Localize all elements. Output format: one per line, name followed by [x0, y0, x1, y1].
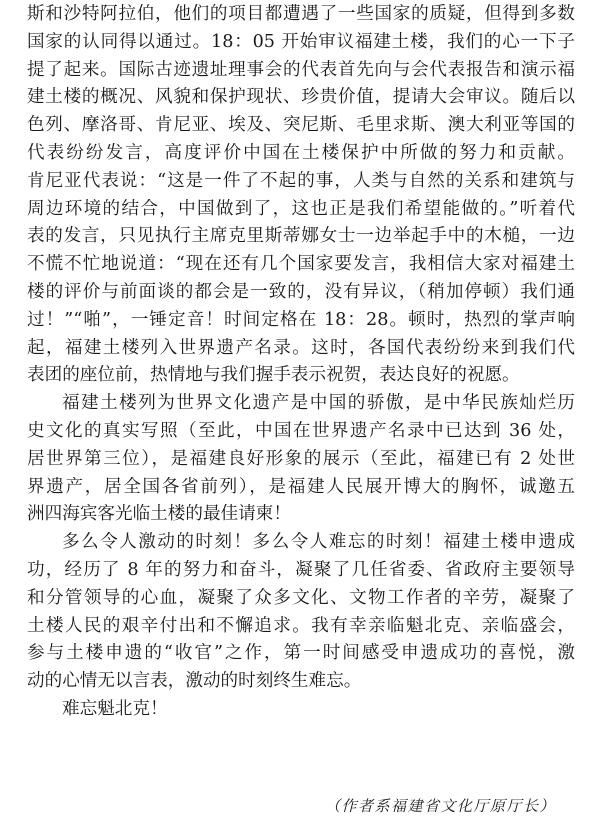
text-line: 福建土楼列为世界文化遗产是中国的骄傲，是中华民族灿烂历: [62, 393, 575, 414]
text-line: 土楼人民的艰辛付出和不懈追求。我有幸亲临魁北克、亲临盛会，: [27, 615, 575, 636]
text-line: 和分管领导的心血，凝聚了众多文化、文物工作者的辛劳，凝聚了: [27, 587, 575, 608]
text-line: 斯和沙特阿拉伯，他们的项目都遭遇了一些国家的质疑，但得到多数: [27, 4, 575, 24]
text-line: 肯尼亚代表说：“这是一件了不起的事，人类与自然的关系和建筑与: [27, 170, 575, 191]
text-line: 不慌不忙地说道：“现在还有几个国家要发言，我相信大家对福建土: [27, 254, 575, 275]
text-line: 过！”“啪”，一锤定音！时间定格在 18：28。顿时，热烈的掌声响: [27, 309, 575, 330]
text-line: 界遗产，居全国各省前列），是福建人民展开博大的胸怀，诚邀五: [27, 476, 575, 497]
text-line: 代表纷纷发言，高度评价中国在土楼保护中所做的努力和贡献。: [27, 143, 575, 163]
text-line: 表的发言，只见执行主席克里斯蒂娜女士一边举起手中的木槌，一边: [27, 226, 575, 247]
text-line: 史文化的真实写照（至此，中国在世界遗产名录中已达到 36 处，: [27, 421, 575, 441]
text-line: 动的心情无以言表，激动的时刻终生难忘。: [27, 671, 362, 692]
text-line: 功，经历了 8 年的努力和奋斗，凝聚了几任省委、省政府主要领导: [27, 560, 575, 580]
text-line: 参与土楼申遗的“收官”之作，第一时间感受申遗成功的喜悦，激: [27, 643, 575, 664]
text-line: 起，福建土楼列入世界遗产名录。这时，各国代表纷纷来到我们代: [27, 337, 575, 358]
text-line: 色列、摩洛哥、肯尼亚、埃及、突尼斯、毛里求斯、澳大利亚等国的: [27, 115, 575, 136]
text-line: 表团的座位前，热情地与我们握手表示祝贺，表达良好的祝愿。: [27, 365, 520, 386]
text-line: 周边环境的结合，中国做到了，这也正是我们希望能做的。”听着代: [27, 198, 575, 219]
author-byline: （作者系福建省文化厅原厅长）: [324, 797, 556, 815]
text-line: 难忘魁北克！: [62, 699, 168, 719]
text-line: 洲四海宾客光临土楼的最佳请柬！: [27, 504, 291, 525]
text-line: 国家的认同得以通过。18：05 开始审议福建土楼，我们的心一下子: [27, 31, 575, 52]
text-line: 提了起来。国际古迹遗址理事会的代表首先向与会代表报告和演示福: [27, 59, 575, 80]
text-line: 居世界第三位），是福建良好形象的展示（至此，福建已有 2 处世: [27, 448, 575, 469]
text-line: 多么令人激动的时刻！多么令人难忘的时刻！福建土楼申遗成: [62, 532, 575, 553]
text-line: 楼的评价与前面谈的都会是一致的，没有异议，（稍加停顿）我们通: [27, 282, 575, 302]
text-line: 建土楼的概况、风貌和保护现状、珍贵价值，提请大会审议。随后以: [27, 87, 575, 108]
